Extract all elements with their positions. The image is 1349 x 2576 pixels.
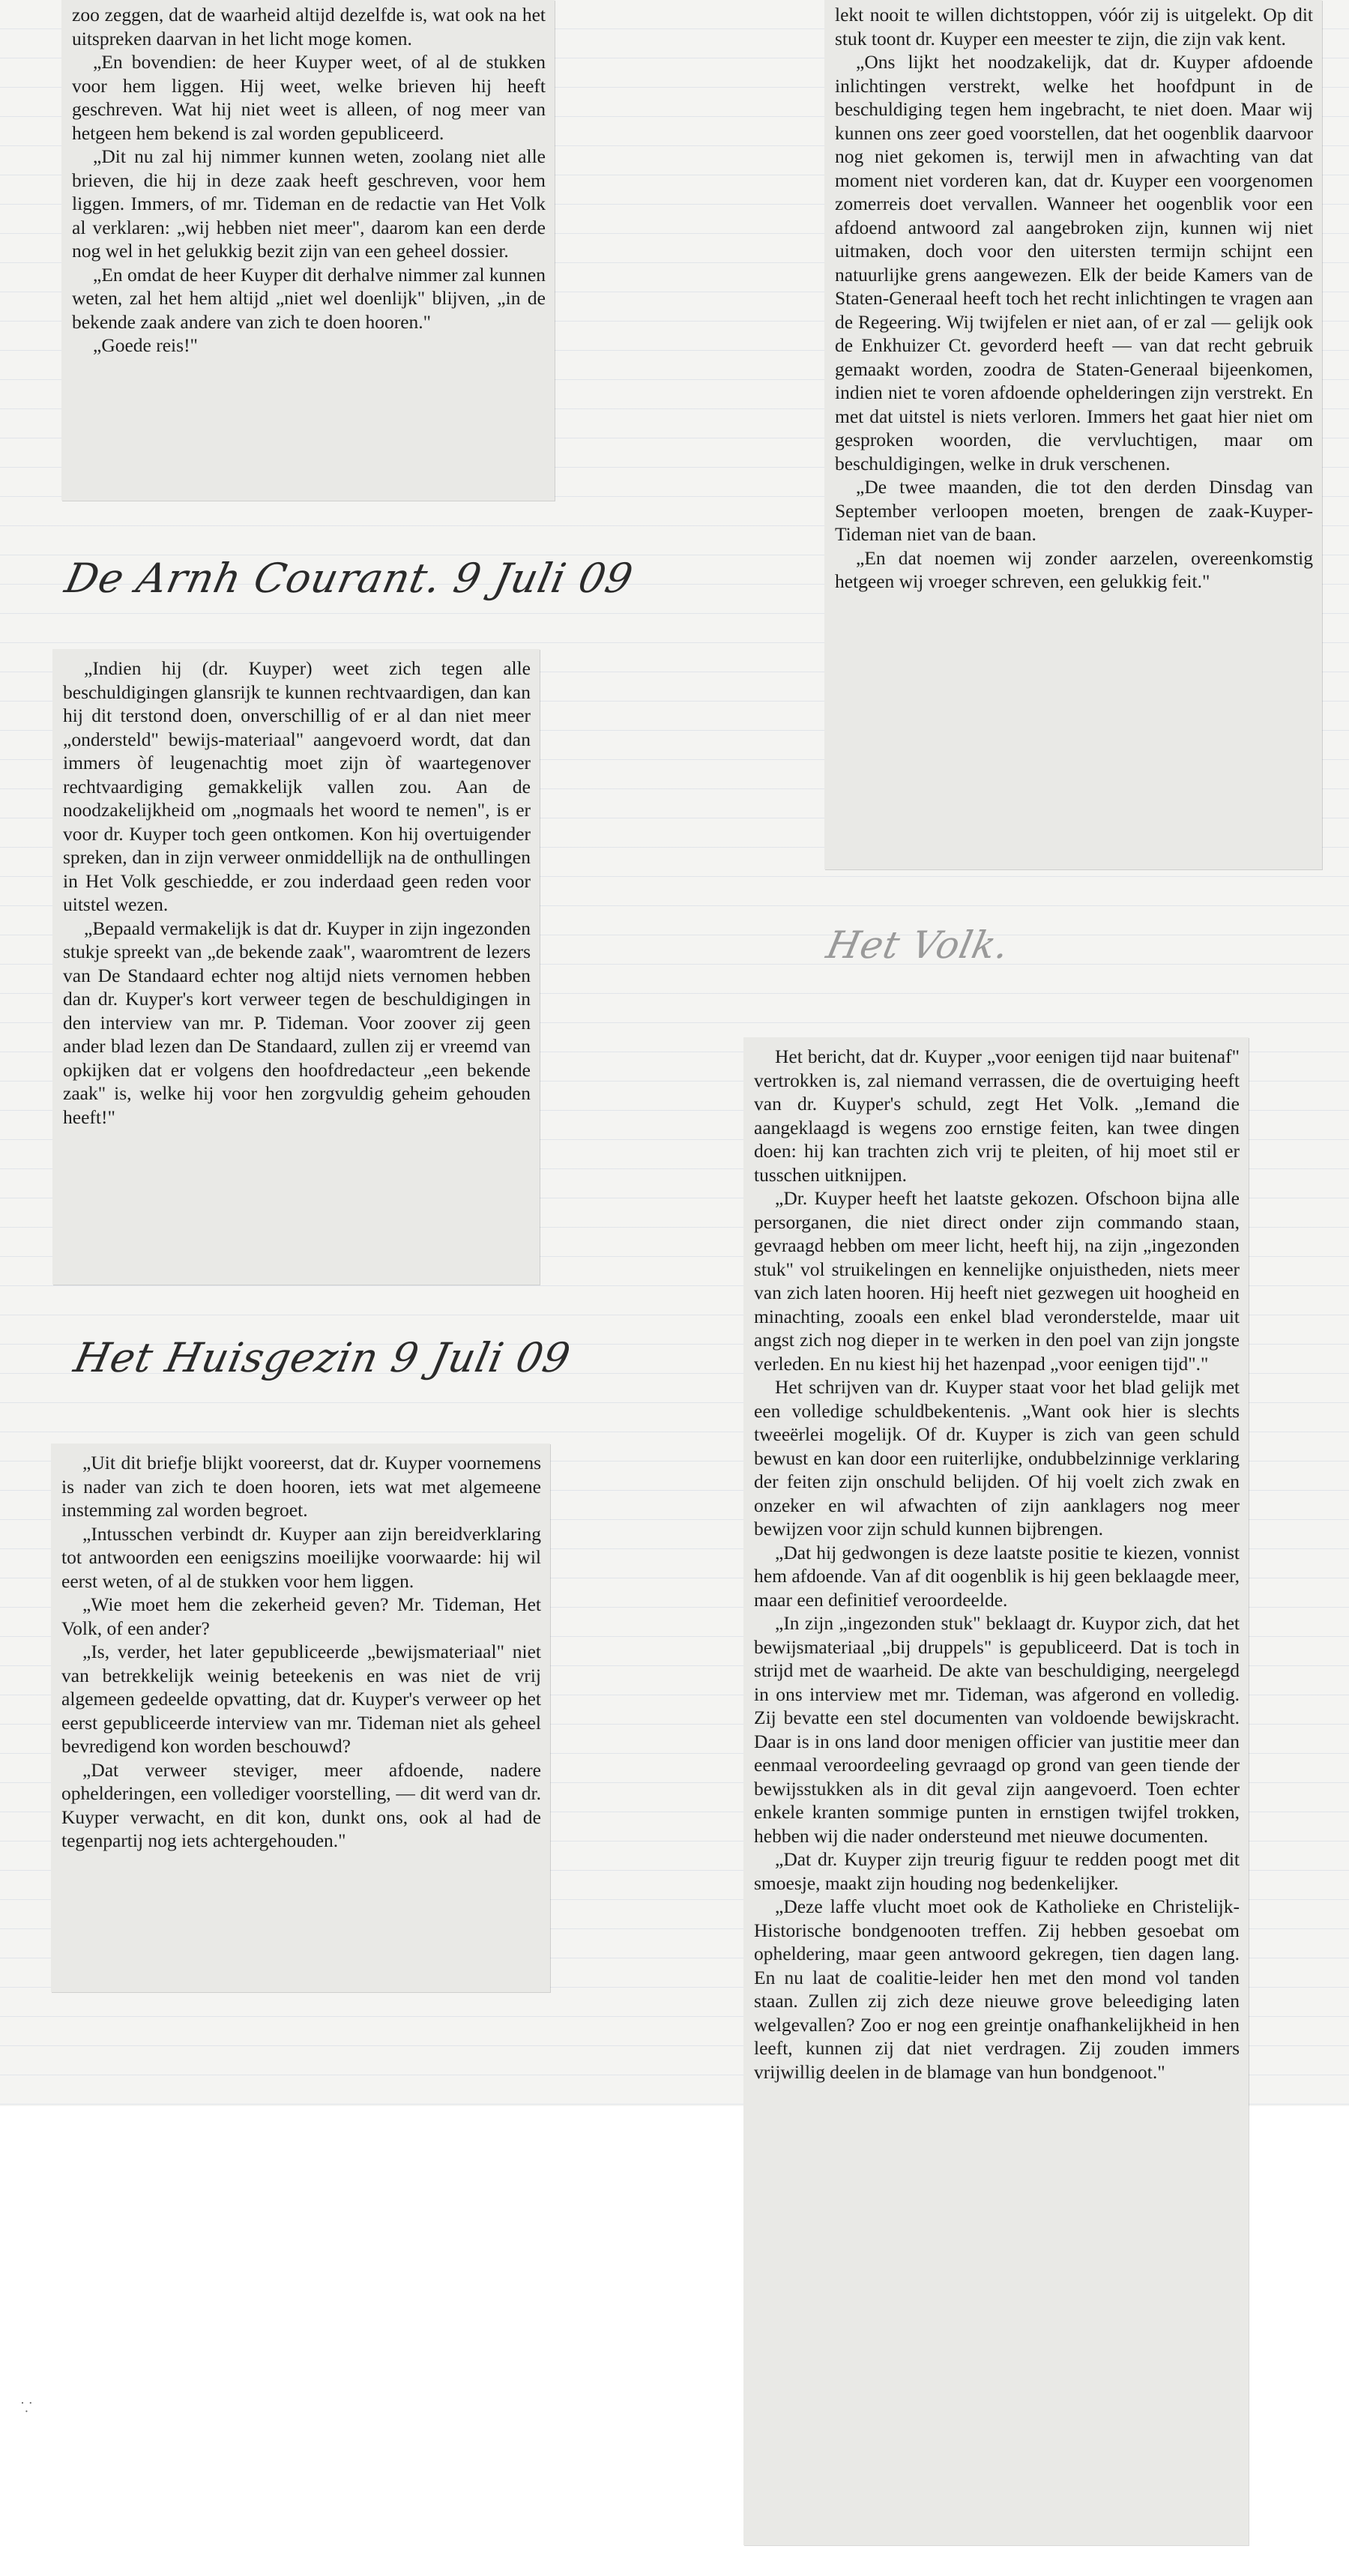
paragraph: „En bovendien: de heer Kuyper weet, of al de stukken voor hem liggen. Hij weet, welke brieven hij heeft geschreven. Wat hij niet weet is alleen, of nog meer van hetgeen hem bekend is zal worden gepubliceerd. <box>72 51 546 144</box>
paragraph: zoo zeggen, dat de waarheid altijd dezelfde is, wat ook na het uitspreken daarvan in het licht moge komen. <box>72 4 546 49</box>
paragraph: „En omdat de heer Kuyper dit derhalve nimmer zal kunnen weten, zal het hem altijd „niet wel doenlijk" blijven, „in de bekende zaak andere van zich te doen hooren." <box>72 263 546 333</box>
handwritten-caption-het-huisgezin: Het Huisgezin 9 Juli 09 <box>70 1334 576 1381</box>
clipping-middle-left <box>52 649 540 1285</box>
stray-mark: ⸪ <box>21 2400 32 2416</box>
paragraph: „Wie moet hem die zekerheid geven? Mr. Tideman, Het Volk, of een ander? <box>61 1593 541 1639</box>
handwritten-caption-arnh-courant: De Arnh Courant. 9 Juli 09 <box>61 555 638 602</box>
paragraph: „De twee maanden, die tot den derden Dinsdag van September verloopen moeten, brengen de zaak-Kuyper-Tideman niet van de baan. <box>835 476 1313 545</box>
paragraph: „Indien hij (dr. Kuyper) weet zich tegen alle beschuldigingen glansrijk te kunnen rechtvaardigen, dan kan hij dit terstond doen, onverschillig of er al dan niet meer „ondersteld" bewijs-materiaal" aangevoerd wordt, dat dan immers òf leugenachtig moet zijn òf waartegenover rechtvaardiging gemakkelijk vallen zou. Aan de noodzakelijkheid om „nogmaals het woord te nemen", is er voor dr. Kuyper toch geen ontkomen. Kon hij overtuigender spreken, dan in zijn verweer onmiddellijk na de onthullingen in Het Volk geschiedde, er zou inderdaad geen reden voor uitstel wezen. <box>63 657 531 915</box>
paragraph: „Deze laffe vlucht moet ook de Katholieke en Christelijk-Historische bondgenooten treffen. Zij hebben gesoebat om opheldering, maar geen antwoord gekregen, tien dagen lang. En nu laat de coalitie-leider hen met den mond vol tanden staan. Zullen zij zich deze nieuwe grove beleediging laten welgevallen? Zoo er nog een greintje onafhankelijkheid in hen leeft, kunnen zij dat niet verdragen. Zij zouden immers vrijwillig deelen in de blamage van hun bondgenoot." <box>754 1895 1240 2083</box>
paragraph: „Is, verder, het later gepubliceerde „bewijsmateriaal" niet van betrekkelijk weinig beteekenis en was niet de vrij algemeen gedeelde opvatting, dat dr. Kuyper's verweer op het eerst gepubliceerde interview van mr. Tideman niet als geheel bevredigend kon worden beschouwd? <box>61 1641 541 1757</box>
clipping-bottom-left <box>51 1444 550 1992</box>
clipping-top-left <box>61 0 555 501</box>
paragraph: „Uit dit briefje blijkt vooreerst, dat dr. Kuyper voornemens is nader van zich te doen hooren, iets wat met algemeene instemming zal worden begroet. <box>61 1452 541 1521</box>
paragraph: „En dat noemen wij zonder aarzelen, overeenkomstig hetgeen wij vroeger schreven, een gelukkig feit." <box>835 546 1313 592</box>
paragraph: „Dat dr. Kuyper zijn treurig figuur te redden poogt met dit smoesje, maakt zijn houding nog bedenkelijker. <box>754 1848 1240 1894</box>
paragraph: lekt nooit te willen dichtstoppen, vóór zij is uitgelekt. Op dit stuk toont dr. Kuyper een meester te zijn, die zijn vak kent. <box>835 4 1313 49</box>
paragraph: „Dit nu zal hij nimmer kunnen weten, zoolang niet alle brieven, die hij in deze zaak heeft geschreven, voor hem liggen. Immers, of mr. Tideman en de redactie van Het Volk al verklaren: „wij hebben niet meer", daarom kan een derde nog wel in het gelukkig bezit zijn van een geheel dossier. <box>72 145 546 262</box>
paragraph: „Intusschen verbindt dr. Kuyper aan zijn bereidverklaring tot antwoorden een eenigszins moeilijke voorwaarde: hij wil eerst weten, of al de stukken voor hem liggen. <box>61 1522 541 1592</box>
paragraph: Het bericht, dat dr. Kuyper „voor eenigen tijd naar buitenaf" vertrokken is, zal niemand verrassen, die de overtuiging heeft van dr. Kuyper's schuld, zegt Het Volk. „Iemand die aangeklaagd is wegens zoo ernstige feiten, kan twee dingen doen: hij kan trachten zich vrij te pleiten, of hij moet stil er tusschen uitknijpen. <box>754 1046 1240 1186</box>
clipping-bottom-right <box>743 1037 1249 2545</box>
paragraph: „In zijn „ingezonden stuk" beklaagt dr. Kuypor zich, dat het bewijsmateriaal „bij druppels" is gepubliceerd. Dat is toch in strijd met de waarheid. De akte van beschuldiging, neergelegd in ons interview met mr. Tideman, was afgerond en volledig. Zij bevatte een stel documenten van voldoende bewijskracht. Daar is in ons land door menigen officier van justitie meer dan eenmaal veroordeeling gevraagd op grond van geen tiende der bewijsstukken als in dit geval zijn aangevoerd. Toen echter enkele kranten sommige punten in ernstigen twijfel trokken, hebben wij die nader ondersteund met nieuwe documenten. <box>754 1612 1240 1847</box>
paragraph: „Dat verweer steviger, meer afdoende, nadere ophelderingen, een vollediger voorstelling, — dit werd van dr. Kuyper verwacht, en dit kon, dunkt ons, ook al had de tegenpartij nog iets achtergehouden." <box>61 1758 541 1851</box>
paragraph: Het schrijven van dr. Kuyper staat voor het blad gelijk met een volledige schuldbekentenis. „Want ook hier is slechts tweeërlei mogelijk. Of dr. Kuyper is zich van geen schuld bewust en kan door een ruiterlijke, ondubbelzinnige verklaring der feiten zijn onschuld belijden. Of hij voelt zich zwak en onzeker en wil afwachten of zijn aanklagers nog meer bewijzen voor zijn schuld kunnen bijbrengen. <box>754 1376 1240 1539</box>
paragraph: „Ons lijkt het noodzakelijk, dat dr. Kuyper afdoende inlichtingen verstrekt, welke het hoofdpunt in de beschuldiging tegen hem ingebracht, te niet doen. Maar wij kunnen ons zeer goed voorstellen, dat het oogenblik daarvoor nog niet gekomen is, terwijl men in afwachting van dat moment niet vorderen kan, dat dr. Kuyper een voorgenomen zomerreis doet vervallen. Wanneer het oogenblik voor een afdoend antwoord zal aangebroken zijn, kunnen wij niet uitmaken, doch voor den uitersten termijn schijnt een natuurlijke grens aangewezen. Elk der beide Kamers van de Staten-Generaal heeft toch het recht inlichtingen te vragen aan de Regeering. Wij twijfelen er niet aan, of er zal — gelijk ook de Enkhuizer Ct. gevorderd heeft — van dat recht gebruik gemaakt worden, zoodra de Staten-Generaal bijeenkomen, indien niet te voren afdoende ophelderingen zijn verstrekt. En met dat uitstel is niets verloren. Immers het gaat hier niet om gesproken woorden, die vervluchtigen, maar om beschuldigingen, welke in druk verschenen. <box>835 51 1313 474</box>
paragraph: „Dr. Kuyper heeft het laatste gekozen. Ofschoon bijna alle persorganen, die niet direct onder zijn commando staan, gevraagd hebben om meer licht, heeft hij, na zijn „ingezonden stuk" vol struikelingen en kennelijke onjuistheden, niets meer van zich laten hooren. Hij heeft niet gezwegen uit hoogheid en minachting, zooals een enkel blad veronderstelde, maar uit angst zich nog dieper in te werken in den poel van zijn jongste verleden. En nu kiest hij het hazenpad „voor eenigen tijd"." <box>754 1187 1240 1375</box>
handwritten-caption-het-volk: Het Volk. <box>822 923 1014 967</box>
paragraph: „Goede reis!" <box>93 334 198 356</box>
paragraph: „Dat hij gedwongen is deze laatste positie te kiezen, vonnist hem afdoende. Van af dit oogenblik is hij geen beklaagde meer, maar een definitief veroordeelde. <box>754 1541 1240 1611</box>
clipping-top-right <box>824 0 1322 869</box>
paragraph: „Bepaald vermakelijk is dat dr. Kuyper in zijn ingezonden stukje spreekt van „de bekende zaak", waaromtrent de lezers van De Standaard echter nog altijd niets vernomen hebben dan dr. Kuyper's kort verweer tegen de beschuldigingen in den interview van mr. P. Tideman. Voor zoover zij geen ander blad lezen dan De Standaard, zullen zij er vreemd van opkijken dat er volgens den hoofdredacteur „een bekende zaak" is, welke hij voor hen zorgvuldig geheim gehouden heeft!" <box>63 917 531 1128</box>
